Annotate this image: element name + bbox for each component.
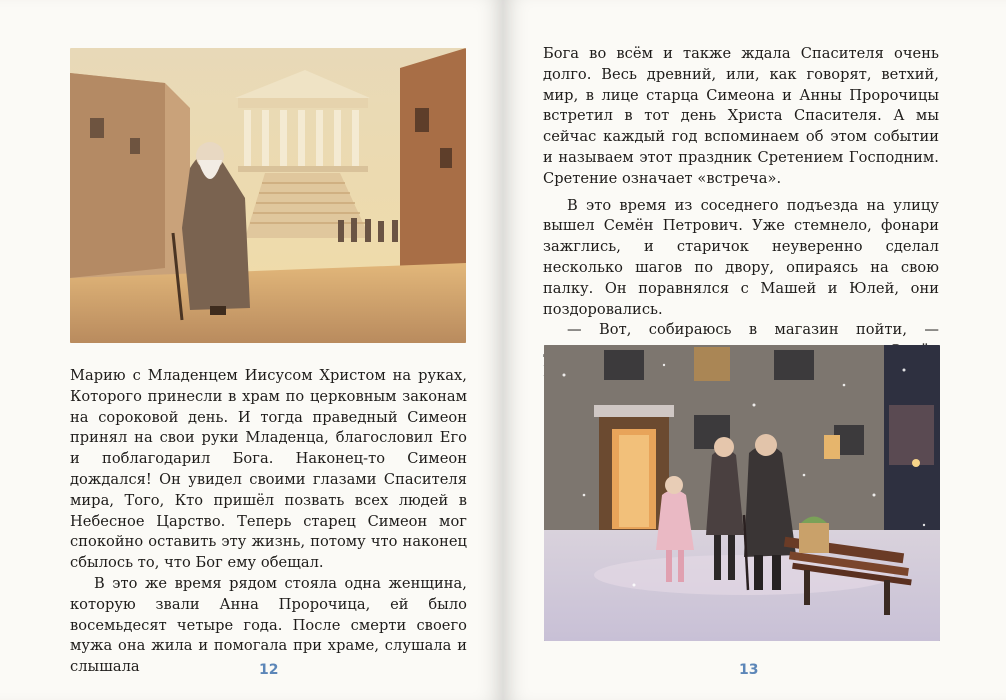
right-paragraph-2: В это время из соседнего подъезда на улицу вышел Семён Петрович. Уже стемнело, фонари зажглись, и старичок неуверенно сделал несколько шагов по двору, опираясь на свою палку. Он поравнялся с Машей и Юлей, они поздоровались. bbox=[543, 196, 939, 318]
right-page bbox=[503, 0, 1006, 700]
page-number-left: 12 bbox=[259, 662, 279, 678]
right-paragraph-3: — Вот, собираюсь в магазин пойти, — bbox=[567, 321, 939, 339]
right-text bbox=[543, 44, 939, 383]
illustration-winter-yard bbox=[544, 345, 940, 641]
left-paragraph-2: В это же время рядом стояла одна женщина, которую звали Анна Пророчица, ей было восемьдесят четыре года. После смерти своего мужа она жила и помогала при храме, слушала и слышала bbox=[70, 574, 467, 676]
illustration-temple-elder bbox=[70, 48, 466, 343]
left-text bbox=[70, 366, 467, 678]
left-paragraph-1: Марию с Младенцем Иисусом Христом на руках, Которого принесли в храм по церковным законам на сороковой день. И тогда праведный Симеон принял на свои руки Младенца, благословил Его и поблагодарил Бога. Наконец-то Симеон дождался! Он увидел своими глазами Спасителя мира, Того, Кто пришёл позвать всех людей в Небесное Царство. Теперь старец Симеон мог спокойно оставить эту жизнь, потому что наконец сбылось то, что Бог ему обещал. bbox=[70, 367, 467, 572]
right-paragraph-1: Бога во всём и также ждала Спасителя очень долго. Весь древний, или, как говорят, ветхий, мир, в лице старца Симеона и Анны Пророчицы встретил в тот день Христа Спасителя. А мы сейчас каждый год вспоминаем об этом событии и называем этот праздник Сретением Господним. Сретение означает «встреча». bbox=[543, 45, 939, 187]
page-number-right: 13 bbox=[739, 662, 759, 678]
